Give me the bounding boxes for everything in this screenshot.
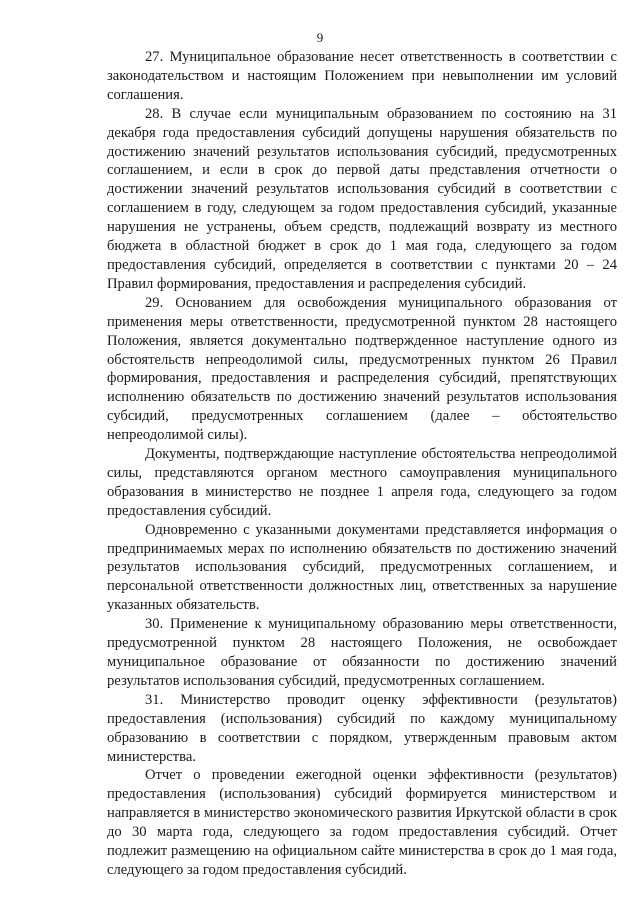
page-number: 9 bbox=[316, 30, 324, 45]
paragraph-30: 30. Применение к муниципальному образованию меры ответственности, предусмотренной пунктом 28 настоящего Положения, не освобождает муниципальное образование от обязанности по достижению значений результатов использования субсидий, предусмотренных соглашением. bbox=[107, 616, 617, 689]
paragraph-31-report: Отчет о проведении ежегодной оценки эффективности (результатов) предоставления (использования) субсидий формируется министерством и направляется в министерство экономического развития Иркутской области в срок до 30 марта года, следующего за годом предоставления субсидий. Отчет подлежит размещению на официальном сайте министерства в срок до 1 мая года, следующего за годом предоставления субсидий. bbox=[107, 767, 617, 878]
paragraph-27: 27. Муниципальное образование несет ответственность в соответствии с законодательством и настоящим Положением при невыполнении им условий соглашения. bbox=[107, 49, 617, 103]
paragraph-31: 31. Министерство проводит оценку эффективности (результатов) предоставления (использования) субсидий по каждому муниципальному образованию в соответствии с порядком, утвержденным правовым актом министерства. bbox=[107, 691, 617, 765]
document-body bbox=[107, 48, 617, 880]
paragraph-29-documents: Документы, подтверждающие наступление обстоятельства непреодолимой силы, представляются органом местного самоуправления муниципального образования в министерство не позднее 1 апреля года, следующего за годом предоставления субсидий. bbox=[107, 446, 617, 519]
paragraph-29: 29. Основанием для освобождения муниципального образования от применения меры ответственности, предусмотренной пунктом 28 настоящего Положения, является документально подтвержденное наступление одного из обстоятельств непреодолимой силы, предусмотренных пунктом 26 Правил формирования, предоставления и распределения субсидий, препятствующих исполнению обязательств по достижению значений результатов использования субсидий, предусмотренных соглашением (далее – обстоятельство непреодолимой силы). bbox=[107, 294, 617, 444]
paragraph-28: 28. В случае если муниципальным образованием по состоянию на 31 декабря года предоставления субсидий допущены нарушения обязательств по достижению значений результатов использования субсидий, предусмотренных соглашением, и если в срок до первой даты представления отчетности о достижении значений результатов использования субсидий в соответствии с соглашением в году, следующем за годом предоставления субсидий, указанные нарушения не устранены, объем средств, подлежащий возврату из местного бюджета в областной бюджет в срок до 1 мая года, следующего за годом предоставления субсидий, определяется в соответствии с пунктами 20 – 24 Правил формирования, предоставления и распределения субсидий. bbox=[107, 105, 617, 292]
paragraph-29-information: Одновременно с указанными документами представляется информация о предпринимаемых мерах по исполнению обязательств по достижению значений результатов использования субсидий, предусмотренных соглашением, и персональной ответственности должностных лиц, ответственных за нарушение указанных обязательств. bbox=[107, 521, 617, 614]
